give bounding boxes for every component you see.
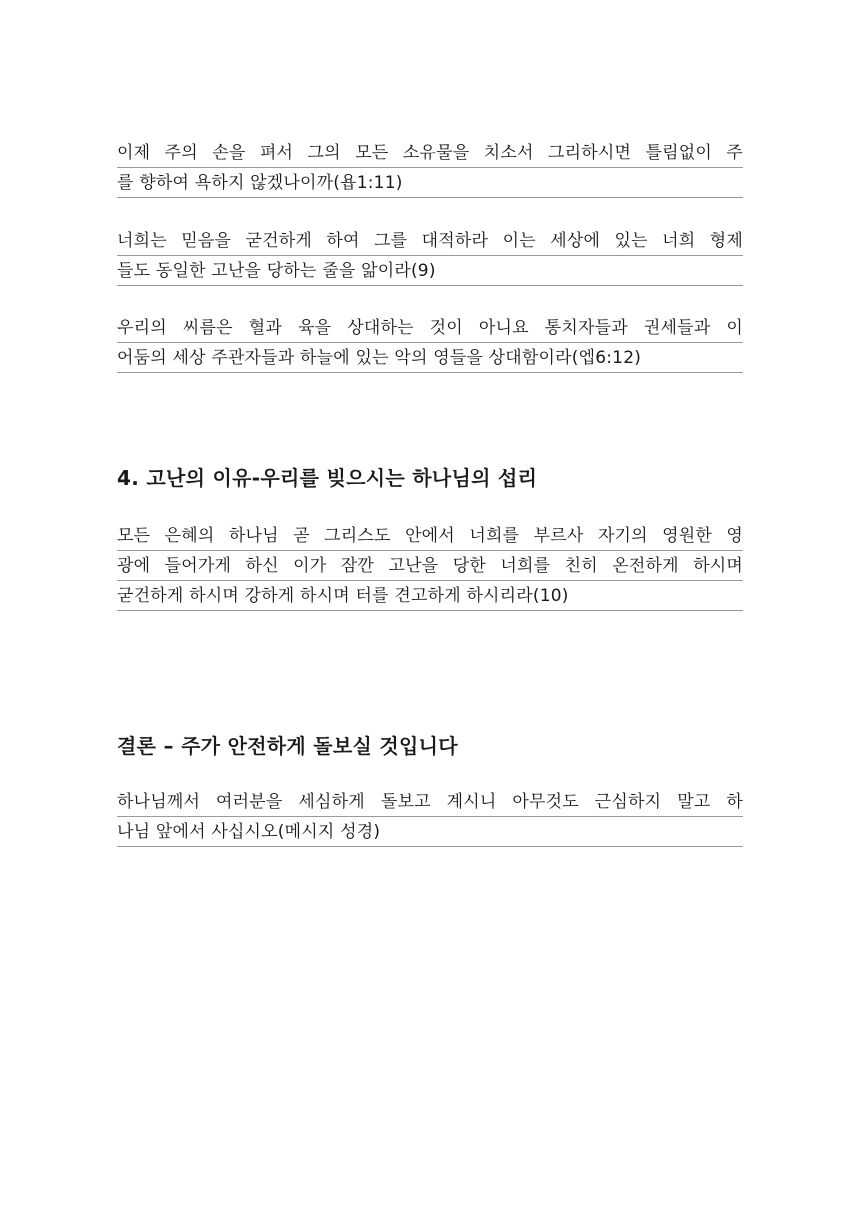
verse-text: 모든 은혜의 하나님 곧 그리스도 안에서 너희를 부르사 자기의 영원한 영: [117, 526, 743, 546]
verse-text: 어둠의 세상 주관자들과 하늘에 있는 악의 영들을 상대함이라(엡6:12): [117, 348, 642, 368]
verse-line: [117, 551, 743, 581]
verse-line: [117, 313, 743, 343]
verse-line: [117, 138, 743, 168]
verse-text: 너희는 믿음을 굳건하게 하여 그를 대적하라 이는 세상에 있는 너희 형제: [117, 231, 743, 251]
conclusion-heading: 결론 – 주가 안전하게 돌보실 것입니다: [117, 734, 458, 758]
conclusion-body: [117, 787, 743, 847]
verse-line: [117, 343, 743, 373]
verse-text: 하나님께서 여러분을 세심하게 돌보고 계시니 아무것도 근심하지 말고 하: [117, 792, 743, 812]
verse-text: 굳건하게 하시며 강하게 하시며 터를 견고하게 하시리라(10): [117, 586, 569, 606]
verse-line: [117, 168, 743, 198]
verse-line: [117, 521, 743, 551]
verse-text: 들도 동일한 고난을 당하는 줄을 앎이라(9): [117, 261, 436, 281]
verse-line: [117, 787, 743, 817]
section4-body: [117, 521, 743, 611]
verse-text: 를 향하여 욕하지 않겠나이까(욥1:11): [117, 173, 403, 193]
verse-line: [117, 817, 743, 847]
verse-text: 광에 들어가게 하신 이가 잠깐 고난을 당한 너희를 친히 온전하게 하시며: [117, 556, 743, 576]
verse-block-faith: [117, 226, 743, 286]
verse-block-job: [117, 138, 743, 198]
verse-text: 나님 앞에서 사십시오(메시지 성경): [117, 822, 381, 842]
verse-line: [117, 581, 743, 611]
verse-line: [117, 256, 743, 286]
verse-text: 이제 주의 손을 펴서 그의 모든 소유물을 치소서 그리하시면 틀림없이 주: [117, 143, 743, 163]
verse-text: 우리의 씨름은 혈과 육을 상대하는 것이 아니요 통치자들과 권세들과 이: [117, 318, 743, 338]
verse-line: [117, 226, 743, 256]
verse-block-ephesians: [117, 313, 743, 373]
section-heading: 4. 고난의 이유-우리를 빚으시는 하나님의 섭리: [117, 466, 538, 490]
